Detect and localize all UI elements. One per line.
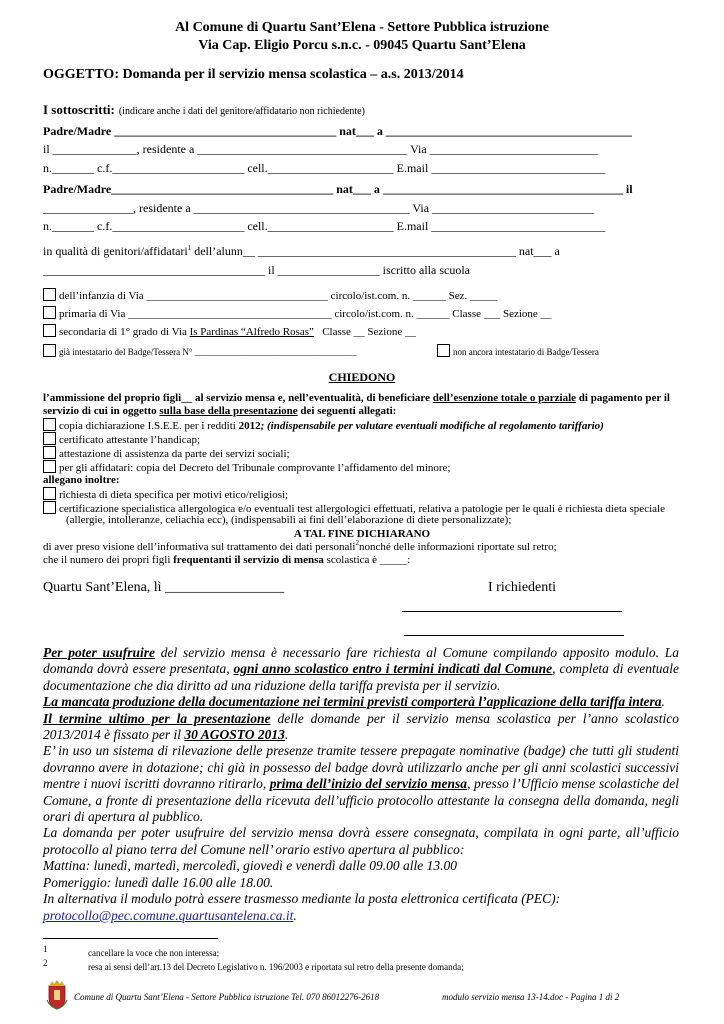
badge-yes[interactable] <box>43 344 357 357</box>
attachment-social[interactable] <box>43 446 290 460</box>
declare-line2-b: frequentanti il servizio di mensa <box>173 554 324 566</box>
attachment-isee-year: 2012 <box>238 420 261 432</box>
request-line1-a: l’ammissione del proprio figli__ al servizio mensa e, nell’eventualità, di beneficiare <box>43 392 433 404</box>
signature-place[interactable]: Quartu Sant’Elena, lì _________________ <box>43 580 285 595</box>
quality-left: in qualità di genitori/affidatari <box>43 244 188 258</box>
info-p4-a: E’ in uso un sistema di rilevazione delle presenze tramite tessere prepagate nominative (badge) che tutti gli studenti dovranno avere in dotazione; chi già in possesso del badge dovrà utilizzarlo anche per gli anni scolastici successivi mentre i nuovi iscritti dovranno ritirarlo, <box>43 743 679 792</box>
attachment-decree[interactable] <box>43 460 451 474</box>
info-p8-text: In alternativa il modulo potrà essere trasmesso mediante la posta elettronica certificata (PEC): <box>43 891 561 907</box>
quality-line1[interactable] <box>43 244 679 259</box>
info-p8-end: . <box>293 907 297 923</box>
info-p1-b: , completa di eventuale documentazione che dia diritto ad una riduzione della tariffa prevista per il servizio. <box>43 661 679 693</box>
attachment-isee-note: ; (indispensabile per valutare eventuali modifiche al regolamento tariffario) <box>260 420 604 432</box>
signature-line-1[interactable] <box>402 611 622 612</box>
signers-note: (indicare anche i dati del genitore/affidatario non richiedente) <box>118 106 365 117</box>
attachment-handicap[interactable] <box>43 432 200 446</box>
quality-line2[interactable]: _____________________________________ il _________________ iscritto alla scuola <box>43 263 470 277</box>
checkbox-icon[interactable] <box>43 344 56 357</box>
checkbox-icon[interactable] <box>437 344 450 357</box>
info-p3-a: delle domande per il servizio mensa scolastica per l’anno scolastico 2013/2014 è fissato per il <box>43 710 679 743</box>
footnote-ref-1: 1 <box>187 244 192 252</box>
checkbox-icon[interactable] <box>43 324 56 337</box>
checkbox-icon[interactable] <box>43 460 56 473</box>
parent2-line1[interactable] <box>43 182 679 197</box>
declare-title: A TAL FINE DICHIARANO <box>293 528 431 540</box>
checkbox-icon[interactable] <box>43 306 56 319</box>
attachment-isee-a: copia dichiarazione I.S.E.E. per i redditi <box>59 420 239 432</box>
attachment-decree-label: per gli affidatari: copia del Decreto del Tribunale comprovante l’affidamento del minore; <box>59 462 451 474</box>
parent1-line1[interactable] <box>43 124 679 139</box>
school-primaria-label: primaria di Via _____________________________________ circolo/ist.com. n. ______ Classe ___ Sezione __ <box>59 308 552 320</box>
footnote-2-text: resa ai sensi dell’art.13 del Decreto Legislativo n. 196/2003 e riportata sul retro della presente domanda; <box>88 962 464 972</box>
info-p1-a: del servizio mensa è necessario fare richiesta al Comune compilando apposito modulo. La domanda dovrà essere presentata, <box>43 645 679 677</box>
info-p3-bu: Il termine ultimo per la presentazione <box>43 710 271 726</box>
request-line1-u: dell’esenzione totale o parziale <box>432 392 577 404</box>
info-block <box>43 645 679 924</box>
request-line2-u: sulla base della presentazione <box>159 405 298 417</box>
parent2-line1-text: Padre/Madre_____________________________________ nat___ a ________________________________________ il <box>43 182 633 196</box>
badge-yes-label: già intestatario del Badge/Tessera N° ____________________________________ <box>59 347 357 357</box>
declare-line1-a: di aver preso visione dell’informativa sul trattamento dei dati personali <box>43 541 356 553</box>
school-primaria[interactable] <box>43 306 552 320</box>
also-attach: allegano inoltre: <box>43 474 120 486</box>
request-line2 <box>43 405 396 417</box>
checkbox-icon[interactable] <box>43 432 56 445</box>
school-secondaria-name: Is Pardinas “Alfredo Rosas” <box>189 326 314 338</box>
info-p4-u: prima dell’inizio del servizio mensa <box>269 776 468 792</box>
attachment-isee[interactable] <box>43 418 604 432</box>
footnote-1-text: cancellare la voce che non interessa; <box>88 948 220 958</box>
checkbox-icon[interactable] <box>43 446 56 459</box>
school-secondaria-post: Classe __ Sezione __ <box>322 326 416 338</box>
checkbox-icon[interactable] <box>43 418 56 431</box>
badge-no-label: non ancora intestatario di Badge/Tessera <box>453 347 599 357</box>
parent2-line3[interactable]: n._______ c.f.______________________ cell._____________________ E.mail _____________________________ <box>43 219 606 233</box>
footnote-ref-2: 2 <box>355 539 359 547</box>
info-p3-end: . <box>284 727 289 743</box>
request-line1-b: di pagamento per il <box>576 392 670 404</box>
signers-label: I sottoscritti: <box>43 102 115 117</box>
info-p6: Mattina: lunedì, martedì, mercoledì, giovedì e venerdì dalle 09.00 alle 13.00 <box>43 858 458 874</box>
header-line1: Al Comune di Quartu Sant’Elena - Settore Pubblica istruzione <box>175 20 549 35</box>
checkbox-icon[interactable] <box>43 501 56 514</box>
info-p2-text: La mancata produzione della documentazione nei termini previsti comporterà l’applicazione della tariffa intera <box>43 694 662 710</box>
request-line2-a: servizio di cui in oggetto <box>43 405 160 417</box>
request-title: CHIEDONO <box>328 370 396 384</box>
footer-right: modulo servizio mensa 13-14.doc - Pagina 1 di 2 <box>442 992 620 1002</box>
parent1-line3[interactable]: n._______ c.f.______________________ cell._____________________ E.mail _____________________________ <box>43 161 606 175</box>
attachment-diet[interactable] <box>43 487 288 501</box>
header-line2: Via Cap. Eligio Porcu s.n.c. - 09045 Quartu Sant’Elena <box>198 38 526 53</box>
attachment-allergy-line2: (allergie, intolleranze, celiachia ecc), (indispensabili ai fini dell’elaborazione di diete personalizzate); <box>66 514 512 526</box>
declare-line2-c: scolastica è _____: <box>323 554 411 566</box>
footnote-separator <box>43 938 218 939</box>
footnote-1-number: 1 <box>43 944 48 954</box>
subject: OGGETTO: Domanda per il servizio mensa scolastica – a.s. 2013/2014 <box>43 67 464 82</box>
badge-no[interactable] <box>437 344 599 357</box>
checkbox-icon[interactable] <box>43 288 56 301</box>
attachment-diet-label: richiesta di dieta specifica per motivi etico/religiosi; <box>59 489 289 501</box>
info-p5: La domanda per poter usufruire del servizio mensa dovrà essere consegnata, compilata in ogni parte, all’ufficio protocollo al piano terra del Comune nell’ orario estivo apertura al pubblico: <box>43 825 679 857</box>
info-p3-date: 30 AGOSTO 2013 <box>184 727 285 743</box>
school-infanzia[interactable] <box>43 288 497 302</box>
info-p3 <box>43 711 679 744</box>
footer-left: Comune di Quartu Sant’Elena - Settore Pubblica istruzione Tel. 070 86012276-2618 <box>74 992 380 1002</box>
quality-mid: dell’alunn__ ___________________________________________ nat___ a <box>194 244 560 258</box>
attachment-social-label: attestazione di assistenza da parte dei servizi sociali; <box>59 448 290 460</box>
attachment-handicap-label: certificato attestante l’handicap; <box>59 434 201 446</box>
parent2-line2[interactable]: _______________, residente a ____________________________________ Via ___________________________ <box>43 201 595 215</box>
info-p7: Pomeriggio: lunedì dalle 16.00 alle 18.00. <box>43 874 274 890</box>
parent1-line1-text: Padre/Madre _____________________________________ nat___ a _________________________________________ <box>43 124 632 138</box>
declare-line1-b: nonché delle informazioni riportate sul retro; <box>359 541 557 553</box>
attachment-allergy[interactable] <box>43 501 683 515</box>
pec-email-link[interactable]: protocollo@pec.comune.quartusantelena.ca.it <box>43 907 294 923</box>
info-p1-bu: ogni anno scolastico entro i termini indicati dal Comune <box>233 661 553 677</box>
declare-line2-a: che il numero dei propri figli <box>43 554 174 566</box>
declare-line1 <box>43 541 557 553</box>
footnote-2-number: 2 <box>43 958 48 968</box>
info-p2 <box>43 694 679 710</box>
signature-line-2[interactable] <box>404 635 624 636</box>
request-line1 <box>43 392 670 404</box>
info-p4 <box>43 743 679 825</box>
school-secondaria[interactable] <box>43 324 416 338</box>
declare-line2[interactable] <box>43 554 410 566</box>
signature-who: I richiedenti <box>488 580 557 595</box>
attachment-allergy-line1: certificazione specialistica allergologica e/o eventuali test allergologici effettuati, relativa a patologie per le quali è richiesta dieta speciale <box>59 503 665 515</box>
info-p8 <box>43 891 679 924</box>
crest-icon <box>46 980 68 1015</box>
info-p1-u: Per poter usufruire <box>43 645 156 660</box>
info-p4-b: , presso l’Ufficio mense scolastiche del Comune, a fronte di presentazione della ricevuta dell’ufficio protocollo attestante la consegna della domanda, negli orari di apertura al pubblico. <box>43 776 679 825</box>
checkbox-icon[interactable] <box>43 487 56 500</box>
info-p2-end: . <box>661 694 665 710</box>
info-p1 <box>43 645 679 694</box>
signers-heading <box>43 101 365 119</box>
parent1-line2[interactable]: il ______________, residente a ___________________________________ Via ____________________________ <box>43 142 598 156</box>
request-line2-b: dei seguenti allegati: <box>297 405 397 417</box>
school-secondaria-pre: secondaria di 1° grado di Via <box>59 326 187 338</box>
school-infanzia-label: dell’infanzia di Via _________________________________ circolo/ist.com. n. ______ Sez. _____ <box>59 290 498 302</box>
